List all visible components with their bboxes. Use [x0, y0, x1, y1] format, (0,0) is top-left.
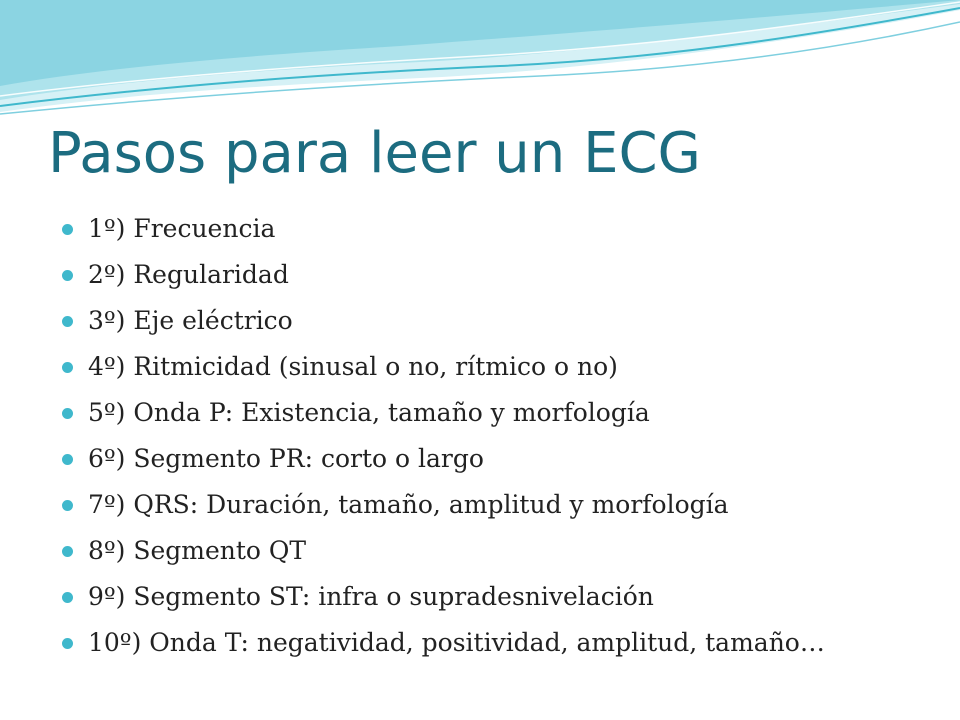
bullet-dot-icon [62, 224, 73, 235]
bullet-list [62, 206, 942, 666]
slide-title: Pasos para leer un ECG [48, 121, 701, 186]
list-item [62, 298, 942, 344]
list-item [62, 574, 942, 620]
header-wave-decoration [0, 0, 960, 120]
bullet-dot-icon [62, 316, 73, 327]
list-item-text: 3º) Eje eléctrico [88, 306, 293, 335]
list-item [62, 528, 942, 574]
list-item [62, 620, 942, 666]
list-item [62, 206, 942, 252]
list-item [62, 390, 942, 436]
list-item-text: 4º) Ritmicidad (sinusal o no, rítmico o no) [88, 352, 618, 381]
bullet-dot-icon [62, 270, 73, 281]
list-item-text: 5º) Onda P: Existencia, tamaño y morfología [88, 398, 650, 427]
list-item-text: 9º) Segmento ST: infra o supradesnivelación [88, 582, 654, 611]
list-item [62, 482, 942, 528]
list-item-text: 10º) Onda T: negatividad, positividad, amplitud, tamaño… [88, 628, 825, 657]
list-item [62, 344, 942, 390]
bullet-dot-icon [62, 500, 73, 511]
list-item-text: 6º) Segmento PR: corto o largo [88, 444, 484, 473]
list-item-text: 8º) Segmento QT [88, 536, 307, 565]
bullet-dot-icon [62, 454, 73, 465]
list-item-text: 7º) QRS: Duración, tamaño, amplitud y morfología [88, 490, 729, 519]
list-item [62, 252, 942, 298]
list-item-text: 1º) Frecuencia [88, 214, 276, 243]
bullet-dot-icon [62, 362, 73, 373]
list-item [62, 436, 942, 482]
list-item-text: 2º) Regularidad [88, 260, 289, 289]
bullet-dot-icon [62, 408, 73, 419]
bullet-dot-icon [62, 546, 73, 557]
bullet-dot-icon [62, 592, 73, 603]
bullet-dot-icon [62, 638, 73, 649]
